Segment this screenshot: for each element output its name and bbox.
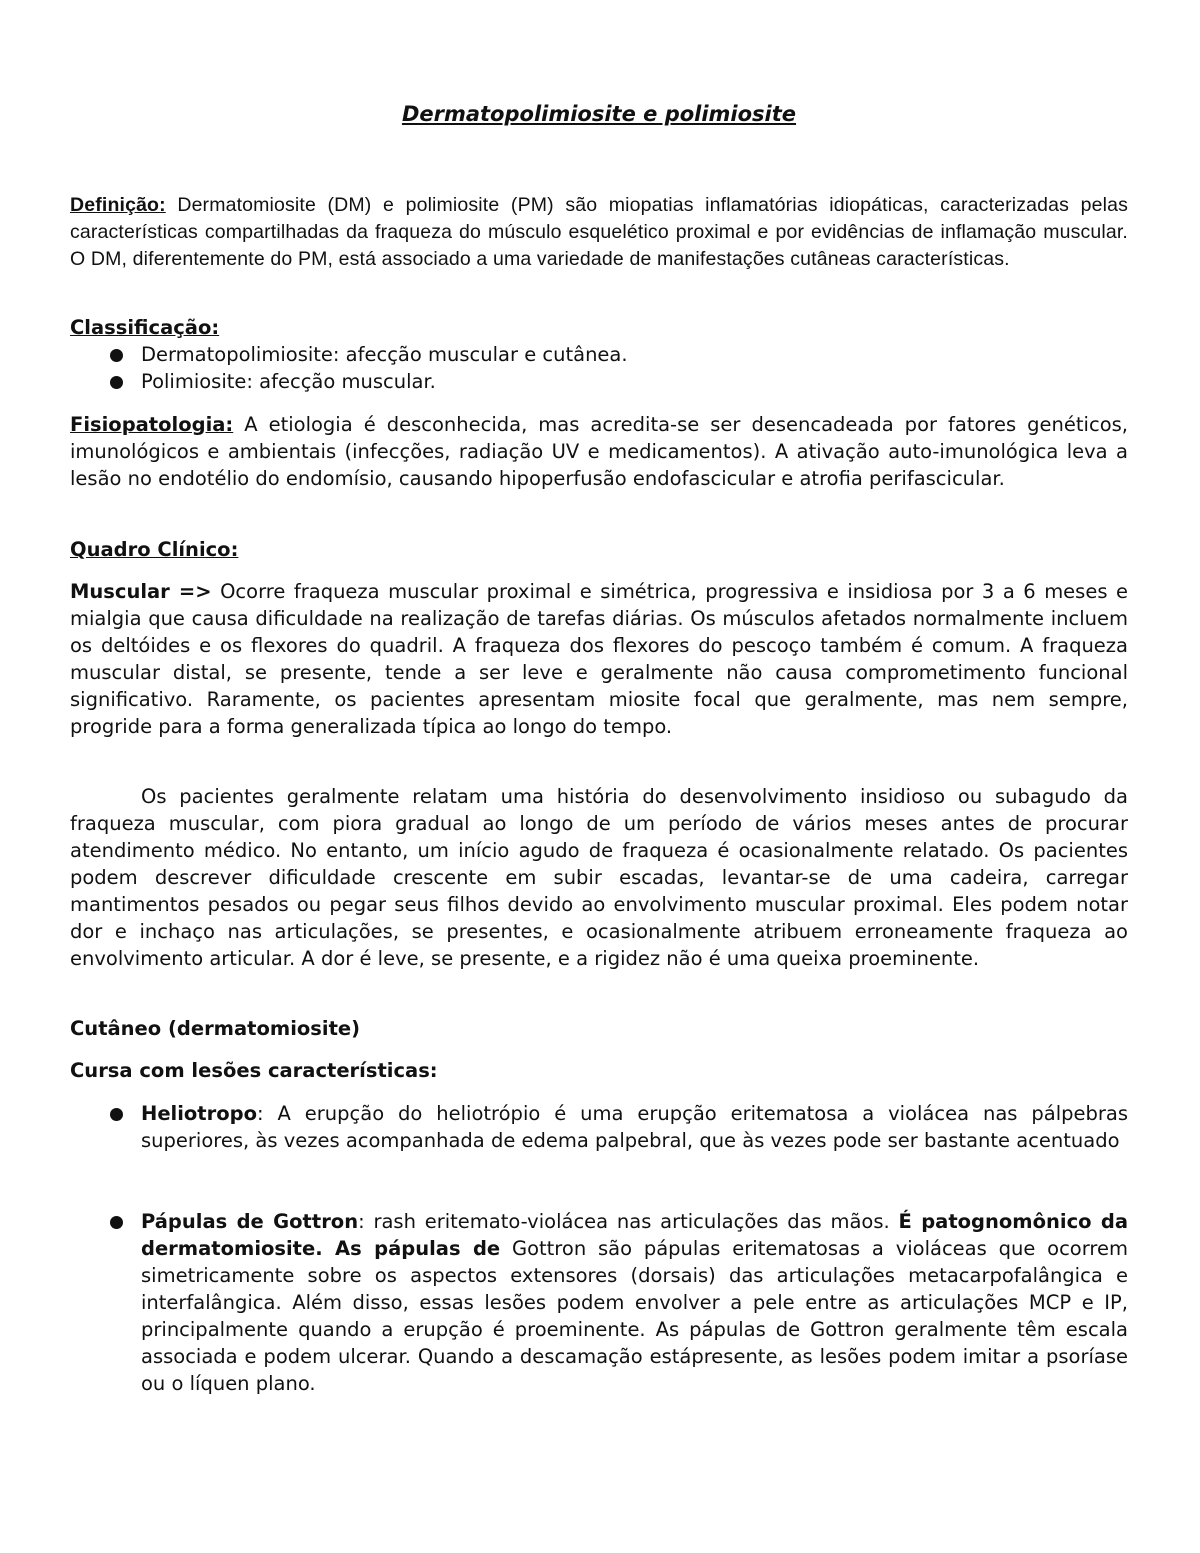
classification-section (70, 314, 1128, 395)
history-paragraph: Os pacientes geralmente relatam uma história do desenvolvimento insidioso ou subagudo da fraqueza muscular, com piora gradual ao longo de um período de vários meses antes de procurar atendimento médico. No entanto, um início agudo de fraqueza é ocasionalmente relatado. Os pacientes podem descrever dificuldade crescente em subir escadas, levantar-se de uma cadeira, carregar mantimentos pesados ou pegar seus filhos devido ao envolvimento muscular proximal. Eles podem notar dor e inchaço nas articulações, se presentes, e ocasionalmente atribuem erroneamente fraqueza ao envolvimento articular. A dor é leve, se presente, e a rigidez não é uma queixa proeminente. (70, 785, 1128, 970)
muscular-label: Muscular => (70, 580, 212, 603)
classification-list (70, 341, 1128, 395)
bullet-icon (110, 376, 123, 389)
lesions-list (70, 1100, 1128, 1154)
muscular-text: Ocorre fraqueza muscular proximal e simétrica, progressiva e insidiosa por 3 a 6 meses e mialgia que causa dificuldade na realização de tarefas diárias. Os músculos afetados normalmente incluem os deltóides e os flexores do quadril. A fraqueza dos flexores do pescoço também é comum. A fraqueza muscular distal, se presente, tende a ser leve e geralmente não causa comprometimento funcional significativo. Raramente, os pacientes apresentam miosite focal que geralmente, mas nem sempre, progride para a forma generalizada típica ao longo do tempo. (70, 580, 1129, 738)
clinical-heading: Quadro Clínico: (70, 538, 239, 561)
bullet-icon (110, 1108, 123, 1121)
cutaneous-heading: Cutâneo (dermatomiosite) (70, 1017, 361, 1040)
lesions-subheading: Cursa com lesões características: (70, 1059, 438, 1082)
bullet-icon (110, 349, 123, 362)
pathophysiology-text: A etiologia é desconhecida, mas acredita-se ser desencadeada por fatores genéticos, imunológicos e ambientais (infecções, radiação UV e medicamentos). A ativação auto-imunológica leva a lesão no endotélio do endomísio, causando hipoperfusão endofascicular e atrofia perifascicular. (70, 413, 1128, 490)
definition-paragraph (70, 192, 1128, 273)
pathophysiology-label: Fisiopatologia: (70, 413, 234, 436)
list-item: Dermatopolimiosite: afecção muscular e cutânea. (70, 341, 1128, 368)
definition-text: Dermatomiosite (DM) e polimiosite (PM) são miopatias inflamatórias idiopáticas, caracterizadas pelas características compartilhadas da fraqueza do músculo esquelético proximal e por evidências de inflamação muscular. O DM, diferentemente do PM, está associado a uma variedade de manifestações cutâneas características. (70, 194, 1128, 270)
lesions-list-2 (70, 1208, 1128, 1397)
pathophysiology-paragraph (70, 411, 1128, 492)
muscular-paragraph (70, 578, 1128, 740)
list-item: Polimiosite: afecção muscular. (70, 368, 1128, 395)
classification-label: Classificação: (70, 316, 220, 339)
bullet-icon (110, 1216, 123, 1229)
list-item-gottron: Pápulas de Gottron: rash eritemato-violácea nas articulações das mãos. É patognomônico da dermatomiosite. As pápulas de Gottron são pápulas eritematosas a violáceas que ocorrem simetricamente sobre os aspectos extensores (dorsais) das articulações metacarpofalângica e interfalângica. Além disso, essas lesões podem envolver a pele entre as articulações MCP e IP, principalmente quando a erupção é proeminente. As pápulas de Gottron geralmente têm escala associada e podem ulcerar. Quando a descamação estápresente, as lesões podem imitar a psoríase ou o líquen plano. (70, 1208, 1128, 1397)
list-item-heliotropo: Heliotropo: A erupção do heliotrópio é uma erupção eritematosa a violácea nas pálpebras superiores, às vezes acompanhada de edema palpebral, que às vezes pode ser bastante acentuado (70, 1100, 1128, 1154)
definition-label: Definição: (70, 194, 166, 216)
document-title: Dermatopolimiosite e polimiosite (401, 102, 797, 126)
